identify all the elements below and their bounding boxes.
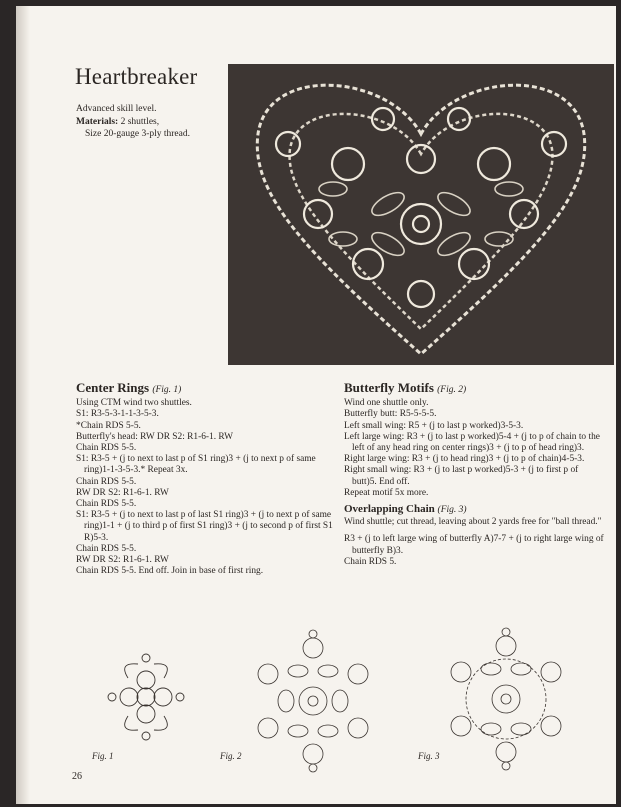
fig3-diagram: [441, 624, 571, 774]
page-title: Heartbreaker: [75, 64, 198, 89]
instruction-line: Using CTM wind two shuttles.: [76, 398, 192, 409]
butterfly-fig-ref: (Fig. 2): [437, 385, 467, 395]
book-page: [16, 6, 616, 804]
instruction-line: RW DR S2: R1-6-1. RW: [76, 487, 169, 498]
overlapping-title: Overlapping Chain: [344, 503, 435, 516]
butterfly-title: Butterfly Motifs: [344, 380, 434, 395]
center-rings-section: [76, 382, 334, 577]
instruction-line: Chain RDS 5-5. End off. Join in base of first ring.: [76, 566, 264, 577]
fig3-caption: Fig. 3: [418, 751, 440, 761]
instruction-line: Butterfly's head: RW DR S2: R1-6-1. RW: [76, 431, 233, 442]
instruction-line: Left large wing: R3 + (j to last p worked)5-4 + (j to p of chain to the left of any head ring on center rings)3 + (j to p of head ring)3.: [344, 431, 600, 454]
instruction-line: S1: R3-5 + (j to next to last p of last S1 ring)3 + (j to next p of same ring)1-1 + (j to third p of first S1 ring)3 + (j to second p of first S1 R)5-3.: [76, 510, 333, 543]
lace-heart-image: [228, 64, 614, 365]
intro-block: [76, 103, 190, 141]
instruction-line: *Chain RDS 5-5.: [76, 420, 141, 431]
instruction-line: Wind one shuttle only.: [344, 398, 429, 409]
instruction-line: RW DR S2: R1-6-1. RW: [76, 555, 169, 566]
fig1-diagram: [98, 642, 194, 752]
overlapping-fig-ref: (Fig. 3): [437, 505, 467, 516]
overlapping-heading: [344, 504, 604, 516]
instruction-line: Chain RDS 5.: [344, 556, 397, 567]
page-spine-shadow: [16, 6, 30, 804]
page-number: 26: [72, 771, 82, 782]
instruction-line: Wind shuttle; cut thread, leaving about 2 yards free for "ball thread.": [344, 517, 602, 528]
fig2-diagram: [248, 626, 378, 776]
instruction-line: Right large wing: R3 + (j to head ring)3 + (j to p of chain)4-5-3.: [344, 454, 585, 465]
instruction-line: Chain RDS 5-5.: [76, 499, 137, 510]
fig2-caption: Fig. 2: [220, 751, 242, 761]
instruction-line: Butterfly butt: R5-5-5-5.: [344, 409, 437, 420]
instruction-line: S1: R3-5 + (j to next to last p of S1 ring)3 + (j to next p of same ring)1-1-3-5-3.* Repeat 3x.: [76, 454, 316, 476]
instruction-line: Chain RDS 5-5.: [76, 443, 137, 454]
instruction-line: Left small wing: R5 + (j to last p worked)3-5-3.: [344, 420, 524, 431]
center-rings-heading: [76, 382, 334, 396]
fig1-caption: Fig. 1: [92, 751, 114, 761]
center-rings-fig-ref: (Fig. 1): [152, 385, 182, 395]
materials-shuttles: 2 shuttles,: [120, 116, 160, 127]
skill-level: Advanced skill level.: [76, 104, 157, 114]
instruction-line: S1: R3-5-3-1-1-3-5-3.: [76, 409, 159, 420]
materials-line: [76, 116, 190, 129]
butterfly-heading: [344, 382, 604, 396]
lace-heart-photo: [228, 64, 614, 365]
instruction-line: Chain RDS 5-5.: [76, 476, 137, 487]
center-rings-title: Center Rings: [76, 380, 150, 395]
instruction-line: Right small wing: R3 + (j to last p worked)5-3 + (j to first p of butt)5. End off.: [344, 465, 579, 487]
butterfly-section: [344, 382, 604, 568]
instruction-line: Repeat motif 5x more.: [344, 487, 429, 498]
instruction-line: Chain RDS 5-5.: [76, 543, 137, 554]
materials-thread: Size 20-gauge 3-ply thread.: [85, 129, 190, 139]
materials-label: Materials:: [76, 116, 119, 127]
instruction-line: R3 + (j to left large wing of butterfly A)7-7 + (j to right large wing of butterfly B)3.: [344, 534, 604, 556]
